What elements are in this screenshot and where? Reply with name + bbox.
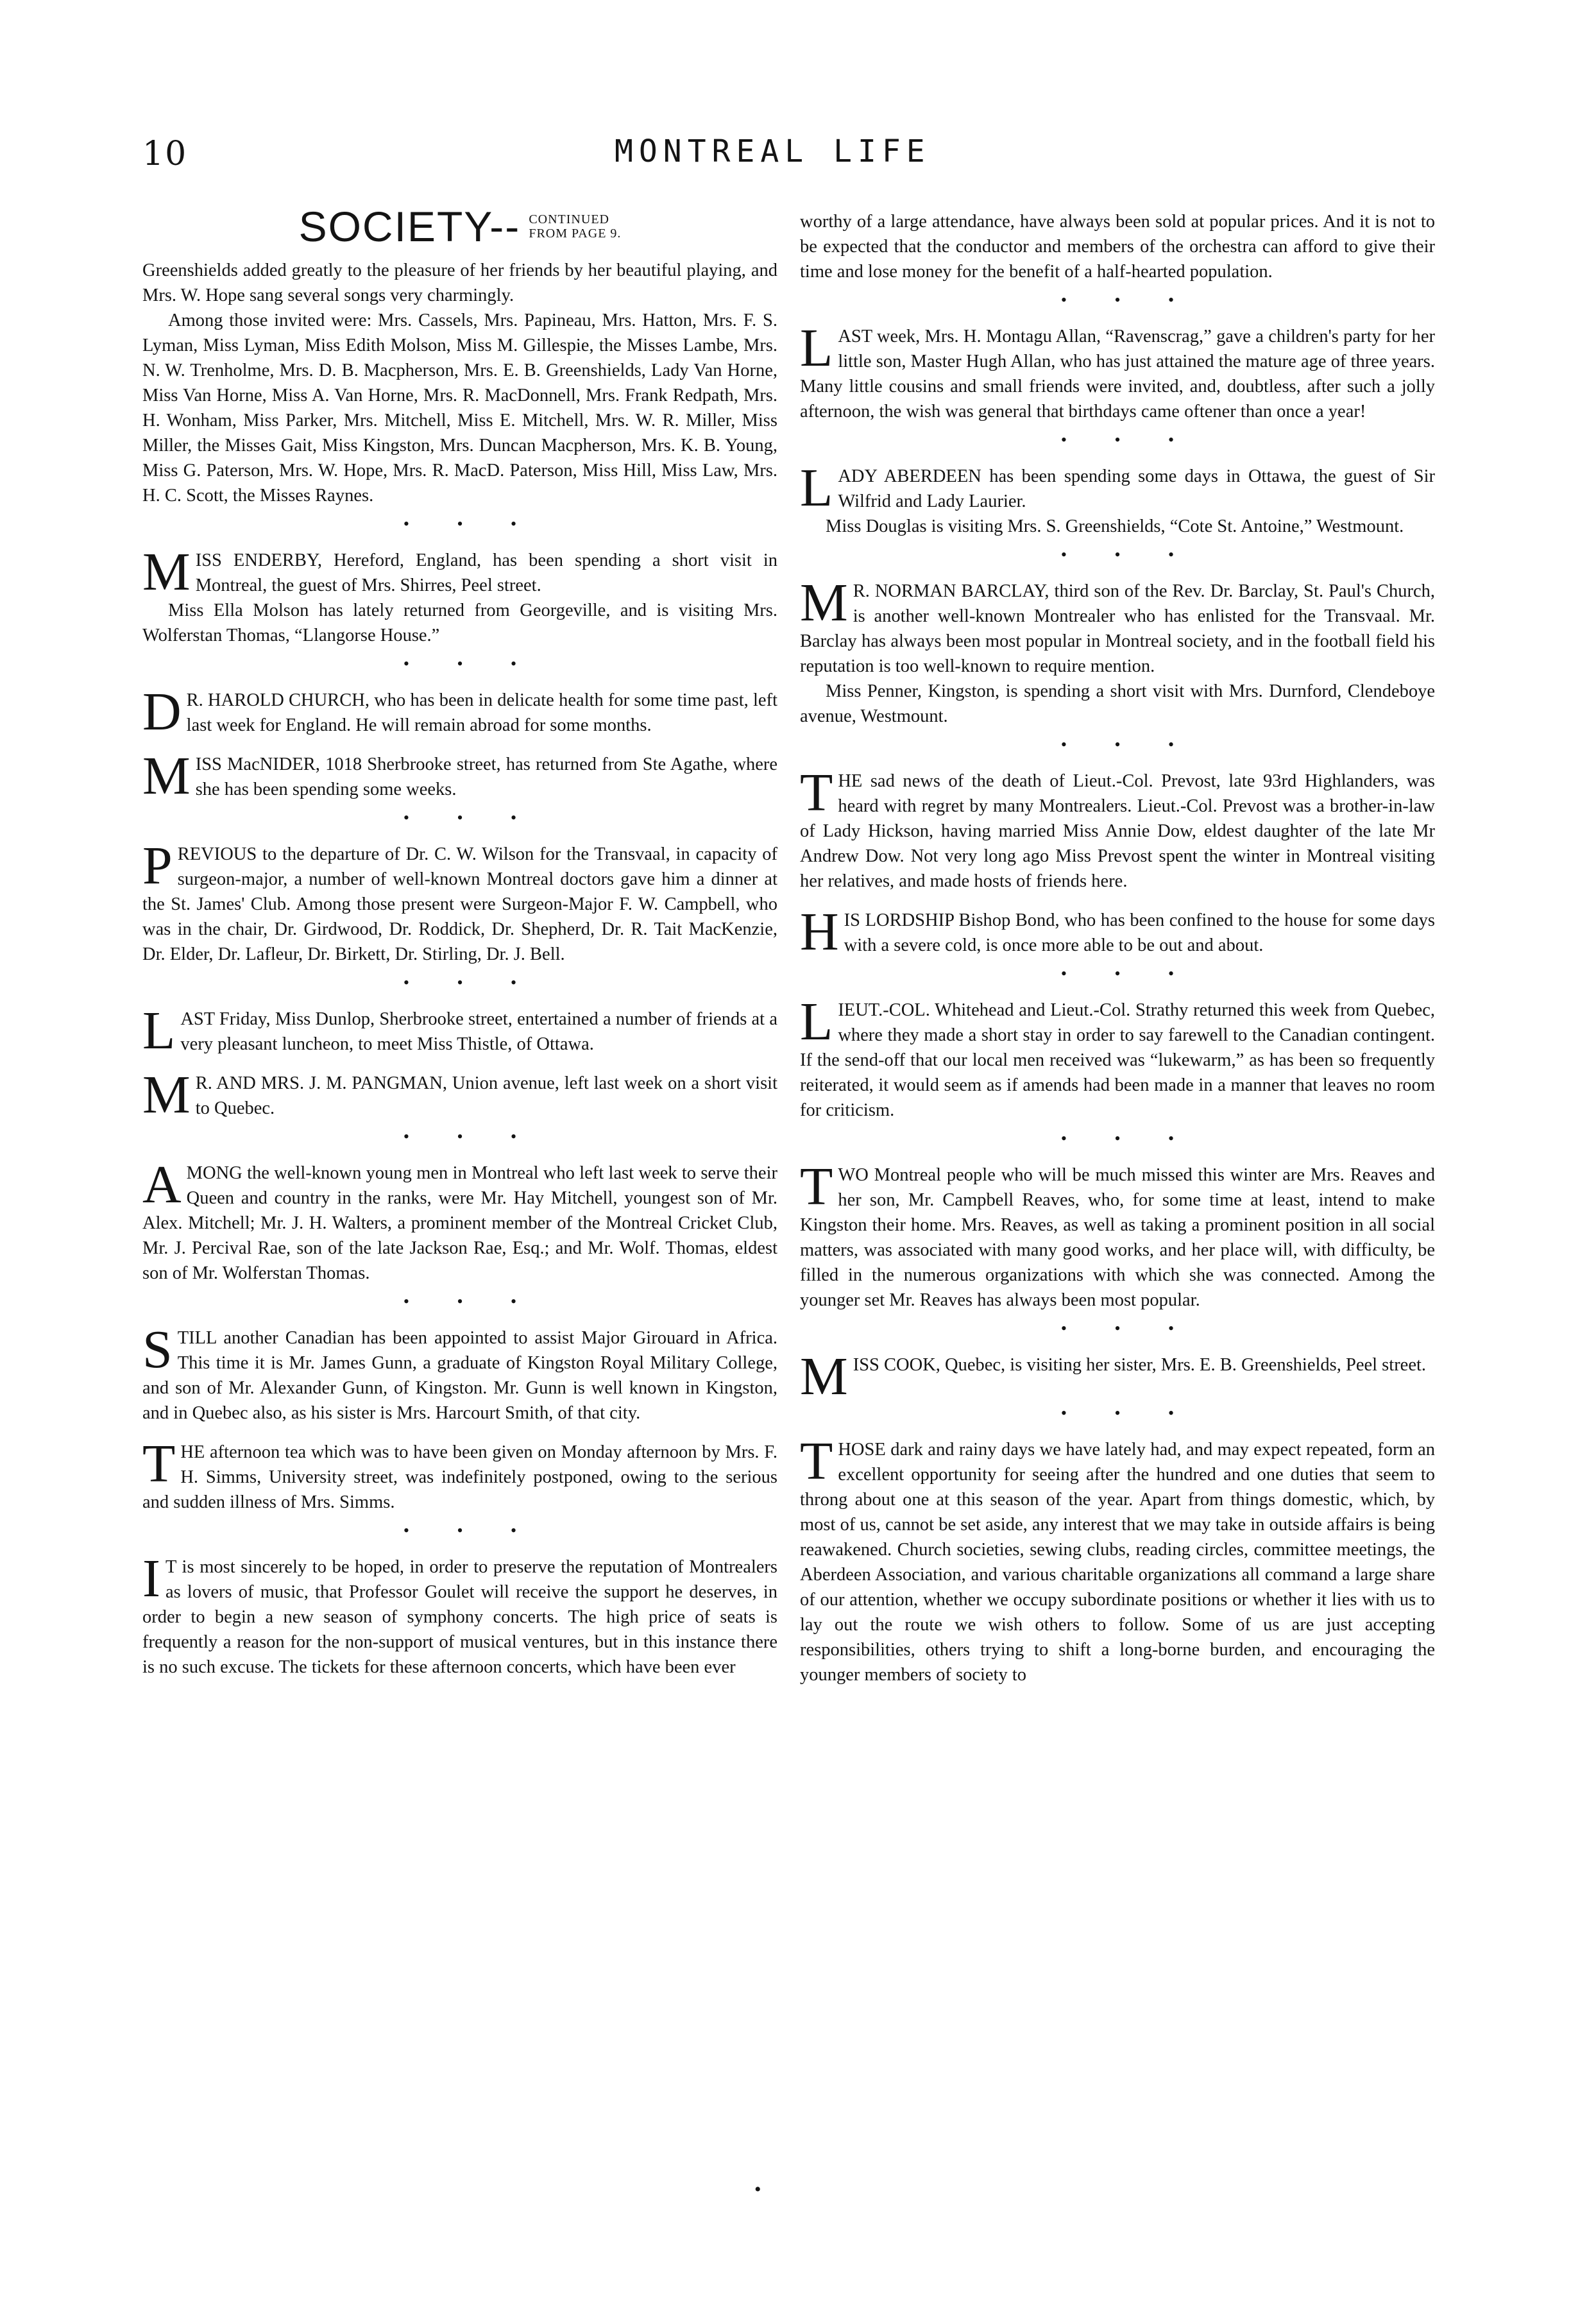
drop-cap: T (142, 1434, 176, 1494)
news-item (142, 1434, 777, 1515)
news-item (800, 902, 1435, 962)
drop-cap: L (800, 992, 833, 1052)
section-separator: • • • (403, 1521, 539, 1540)
drop-cap: M (142, 542, 191, 602)
news-item-text: ISS ENDERBY, Hereford, England, has been spending a short visit in Montreal, the guest of Mrs. Shirres, Peel street. (195, 550, 777, 595)
news-item-text: AST Friday, Miss Dunlop, Sherbrooke street, entertained a number of friends at a very pleasant luncheon, to meet Miss Thistle, of Ottawa. (180, 1009, 777, 1054)
section-separator: • • • (1060, 431, 1196, 449)
continued-label: CONTINUED (529, 212, 609, 226)
news-item-text: TILL another Canadian has been appointed to assist Major Girouard in Africa. This time it is Mr. James Gunn, a graduate of Kingston Royal Military College, and son of Mr. Alexander Gunn, of Kingston. Mr. Gunn is well known in Kingston, and in Quebec also, as his sister is Mrs. Harcourt Smith, of that city. (142, 1328, 777, 1423)
section-separator: • • • (403, 1127, 539, 1146)
news-item-text: ADY ABERDEEN has been spending some days in Ottawa, the guest of Sir Wilfrid and Lady Laurier. (838, 466, 1435, 511)
from-page-label: FROM PAGE 9. (529, 226, 622, 241)
paragraph: Miss Ella Molson has lately returned from Georgeville, and is visiting Mrs. Wolferstan Thomas, “Llangorse House.” (142, 601, 777, 645)
section-separator: • • • (1060, 1404, 1196, 1422)
news-item (142, 1320, 777, 1426)
news-item (142, 682, 777, 742)
drop-cap: M (800, 573, 848, 633)
news-item-text: ISS COOK, Quebec, is visiting her sister, Mrs. E. B. Greenshields, Peel street. (853, 1355, 1427, 1375)
news-item (800, 1157, 1435, 1313)
news-item-text: IS LORDSHIP Bishop Bond, who has been confined to the house for some days with a severe cold, is once more able to be out and about. (844, 910, 1435, 955)
drop-cap: D (142, 682, 182, 742)
drop-cap: S (142, 1320, 173, 1379)
right-column-body (800, 209, 1435, 1687)
section-separator: • • • (403, 515, 539, 533)
news-item-text: MONG the well-known young men in Montreal who left last week to serve their Queen and country in the ranks, were Mr. Hay Mitchell, youngest son of Mr. Alex. Mitchell; Mr. J. H. Walters, a prominent member of the Montreal Cricket Club, Mr. J. Percival Rae, son of the late Jackson Rae, Esq.; and Mr. Wolf. Thomas, eldest son of Mr. Wolferstan Thomas. (142, 1163, 777, 1283)
section-separator: • • • (1060, 1319, 1196, 1338)
news-item-text: HE sad news of the death of Lieut.-Col. Prevost, late 93rd Highlanders, was heard with regret by many Montrealers. Lieut.-Col. Prevost was a brother-in-law of Lady Hickson, having married Miss Annie Dow, eldest daughter of the late Mr Andrew Dow. Not very long ago Miss Prevost spent the winter in Montreal visiting her relatives, and made hosts of friends here. (800, 771, 1435, 891)
drop-cap: T (800, 763, 833, 823)
continued-note (529, 212, 621, 241)
news-item (800, 992, 1435, 1123)
drop-cap: T (800, 1431, 833, 1491)
section-separator: • • • (1060, 964, 1196, 983)
section-separator: • • • (403, 973, 539, 992)
news-item-text: ISS MacNIDER, 1018 Sherbrooke street, has returned from Ste Agathe, where she has been spending some weeks. (195, 755, 777, 799)
news-item (800, 458, 1435, 518)
paragraph: Miss Penner, Kingston, is spending a short visit with Mrs. Durnford, Clendeboye avenue, Westmount. (800, 681, 1435, 726)
drop-cap: M (800, 1347, 848, 1406)
running-head: MONTREAL LIFE (615, 133, 931, 169)
drop-cap: M (142, 1065, 191, 1125)
section-separator: • • • (1060, 545, 1196, 564)
left-column-body (142, 258, 777, 1680)
news-item-text: HE afternoon tea which was to have been given on Monday afternoon by Mrs. F. H. Simms, University street, was indefinitely postponed, owing to the serious and sudden illness of Mrs. Simms. (142, 1442, 777, 1512)
news-item-text: T is most sincerely to be hoped, in order to preserve the reputation of Montrealers as lovers of music, that Professor Goulet will receive the support he deserves, in order to begin a new season of symphony concerts. The high price of seats is frequently a reason for the non-support of musical ventures, but in this instance there is no such excuse. The tickets for these afternoon concerts, which have been ever (142, 1557, 777, 1677)
drop-cap: M (142, 746, 191, 806)
news-item-text: HOSE dark and rainy days we have lately had, and may expect repeated, form an excellent opportunity for seeing after the hundred and one duties that seem to throng about one at this season of the year. Apart from things domestic, which, by most of us, cannot be set aside, any interest that we may take in outside affairs is being reawakened. Church societies, sewing clubs, reading circles, committee meetings, the Aberdeen Association, and various charitable organizations all command a large share of our attention, whether we occupy subordinate positions or whether it lies with us to lay out the route we wish others to follow. Some of us are just accepting responsibilities, others trying to shift a long-borne burden, and encouraging the younger members of society to (800, 1440, 1435, 1685)
paragraph: worthy of a large attendance, have always been sold at popular prices. And it is not to be expected that the conductor and members of the orchestra can afford to give their time and lose money for the benefit of a half-hearted population. (800, 212, 1435, 282)
paragraph: Miss Douglas is visiting Mrs. S. Greenshields, “Cote St. Antoine,” Westmount. (826, 516, 1404, 536)
section-separator: • • • (1060, 735, 1196, 754)
society-heading (142, 205, 777, 248)
drop-cap: L (800, 318, 833, 378)
news-item-text: R. HAROLD CHURCH, who has been in delicate health for some time past, left last week for England. He will remain abroad for some months. (186, 690, 777, 735)
news-item-text: REVIOUS to the departure of Dr. C. W. Wilson for the Transvaal, in capacity of surgeon-major, a number of well-known Montreal doctors gave him a dinner at the St. James' Club. Among those present were Surgeon-Major F. W. Campbell, who was in the chair, Dr. Girdwood, Dr. Roddick, Dr. Shepherd, Dr. R. Tait MacKenzie, Dr. Elder, Dr. Lafleur, Dr. Birkett, Dr. Stirling, Dr. J. Bell. (142, 844, 777, 964)
page-number: 10 (142, 135, 188, 173)
section-title: SOCIETY-- (298, 203, 521, 250)
drop-cap: L (142, 1001, 176, 1061)
drop-cap: I (142, 1549, 160, 1608)
paragraph: Among those invited were: Mrs. Cassels, Mrs. Papineau, Mrs. Hatton, Mrs. F. S. Lyman, Miss Lyman, Miss Edith Molson, Miss M. Gillespie, the Misses Lambe, Mrs. N. W. Trenholme, Mrs. D. B. Macpherson, Mrs. E. B. Greenshields, Lady Van Horne, Miss Van Horne, Miss A. Van Horne, Mrs. R. MacDonnell, Mrs. Frank Redpath, Mrs. H. Wonham, Miss Parker, Mrs. Mitchell, Miss E. Mitchell, Mrs. W. R. Miller, Miss Miller, the Misses Gait, Miss Kingston, Mrs. Duncan Macpherson, Mrs. K. B. Young, Miss G. Paterson, Mrs. W. Hope, Mrs. R. MacD. Paterson, Miss Hill, Miss Law, Mrs. H. C. Scott, the Misses Raynes. (142, 311, 777, 506)
news-item (800, 763, 1435, 894)
news-item (142, 1065, 777, 1125)
news-item (142, 1155, 777, 1286)
news-item-text: R. AND MRS. J. M. PANGMAN, Union avenue, left last week on a short visit to Quebec. (195, 1073, 777, 1118)
news-item-text: AST week, Mrs. H. Montagu Allan, “Ravenscrag,” gave a children's party for her little son, Master Hugh Allan, who has just attained the mature age of three years. Many little cousins and small friends were invited, and, doubtless, after such a jolly afternoon, the wish was general that birthdays came oftener than once a year! (800, 327, 1435, 422)
news-item (142, 746, 777, 806)
news-item-text: IEUT.-COL. Whitehead and Lieut.-Col. Strathy returned this week from Quebec, where they made a short stay in order to say farewell to the Canadian contingent. If the send-off that our local men received was “lukewarm,” as has been so frequently reiterated, it would seem as if amends had been made in a manner that leaves no room for criticism. (800, 1000, 1435, 1120)
news-item (800, 1347, 1435, 1406)
news-item (142, 1549, 777, 1680)
news-item (142, 836, 777, 967)
news-item (800, 1431, 1435, 1687)
drop-cap: L (800, 458, 833, 518)
section-separator: • • • (403, 1292, 539, 1311)
right-column (800, 209, 1435, 1687)
section-separator: • • • (1060, 1129, 1196, 1148)
paragraph: Greenshields added greatly to the pleasure of her friends by her beautiful playing, and Mrs. W. Hope sang several songs very charmingly. (142, 260, 777, 305)
drop-cap: H (800, 902, 839, 962)
news-item (142, 542, 777, 602)
drop-cap: T (800, 1157, 833, 1216)
news-item-text: WO Montreal people who will be much missed this winter are Mrs. Reaves and her son, Mr. Campbell Reaves, who, for some time at least, intend to make Kingston their home. Mrs. Reaves, as well as taking a prominent position in all social matters, was associated with many good works, and her place will, with difficulty, be filled in the numerous organizations with which she was connected. Among the younger set Mr. Reaves has always been most popular. (800, 1165, 1435, 1310)
news-item-text: R. NORMAN BARCLAY, third son of the Rev. Dr. Barclay, St. Paul's Church, is another well-known Montrealer who has enlisted for the Transvaal. Mr. Barclay has always been most popular in Montreal society, and in the football field his reputation is too well-known to require mention. (800, 581, 1435, 676)
section-separator: • • • (403, 808, 539, 827)
drop-cap: A (142, 1155, 182, 1215)
section-separator: • • • (403, 654, 539, 673)
left-column (142, 205, 777, 1680)
news-item (800, 318, 1435, 424)
news-item (142, 1001, 777, 1061)
page-tail-mark: • (754, 2179, 761, 2200)
drop-cap: P (142, 836, 173, 896)
section-separator: • • • (1060, 291, 1196, 309)
news-item (800, 573, 1435, 679)
